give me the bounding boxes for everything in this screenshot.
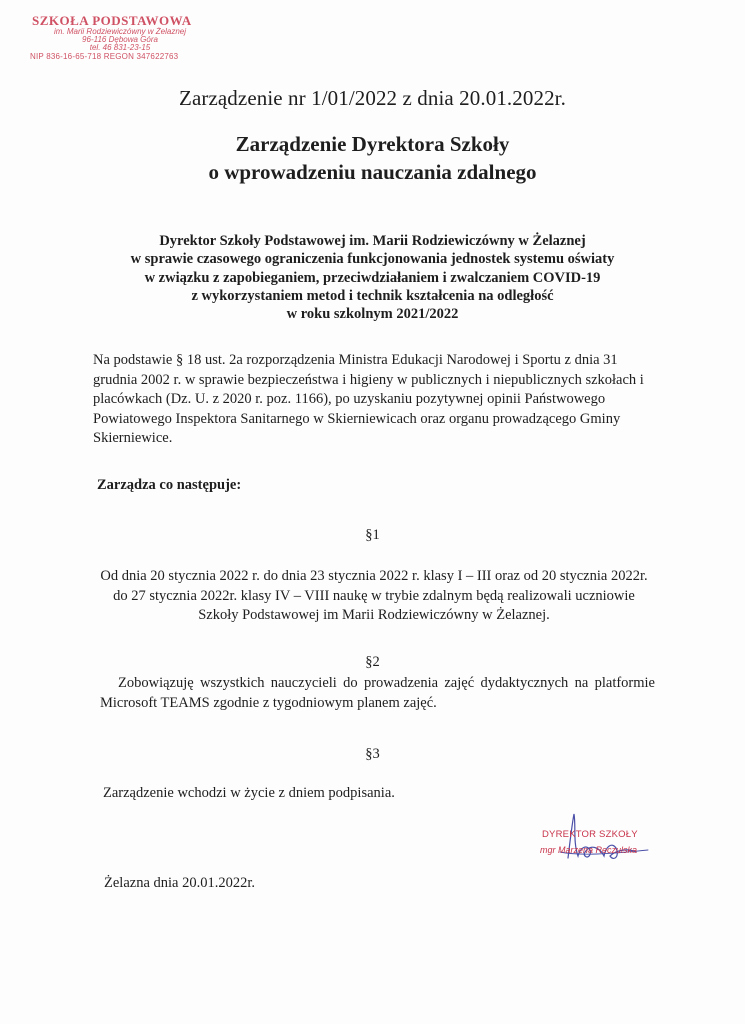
stamp-school-name: SZKOŁA PODSTAWOWA (32, 13, 192, 28)
handwritten-signature (520, 812, 670, 872)
document-subject (0, 232, 745, 323)
subject-line: z wykorzystaniem metod i technik kształcenia na odległość (191, 287, 554, 304)
orders-heading: Zarządza co następuje: (97, 477, 242, 493)
signature-name: mgr Marzena Reczulska (540, 845, 638, 855)
stamp-line-ids: NIP 836-16-65-718 REGON 347622763 (30, 51, 179, 61)
legal-basis-paragraph: Na podstawie § 18 ust. 2a rozporządzenia Ministra Edukacji Narodowej i Sportu z dnia 31 grudnia 2002 r. w sprawie bezpieczeństwa i higieny w publicznych i niepublicznych szkołach i placówkach (Dz. U. z 2020 r. poz. 1166), po uzyskaniu pozytywnej opinii Państwowego Powiatowego Inspektora Sanitarnego w Skierniewicach oraz organu prowadzącego Gminy Skierniewice. (93, 352, 644, 447)
section-3-number: §3 (365, 746, 380, 762)
section-3-text: Zarządzenie wchodzi w życie z dniem podpisania. (103, 785, 395, 801)
stamp-line-address: 96-116 Dębowa Góra (82, 35, 158, 45)
subject-line: w roku szkolnym 2021/2022 (286, 306, 459, 323)
document-title-line-1: Zarządzenie Dyrektora Szkoły (235, 132, 510, 156)
document-title (0, 130, 745, 186)
stamp-line-patron: im. Marii Rodziewiczówny w Żelaznej (53, 26, 187, 36)
place-and-date: Żelazna dnia 20.01.2022r. (104, 875, 255, 891)
document-reference: Zarządzenie nr 1/01/2022 z dnia 20.01.2022r. (179, 86, 566, 110)
section-2-number: §2 (365, 654, 380, 670)
director-signature-stamp (520, 812, 670, 872)
subject-line: w związku z zapobieganiem, przeciwdziałaniem i zwalczaniem COVID-19 (144, 269, 601, 286)
subject-line: w sprawie czasowego ograniczenia funkcjonowania jednostek systemu oświaty (130, 251, 615, 268)
signature-title: DYREKTOR SZKOŁY (542, 829, 638, 840)
school-stamp (30, 14, 210, 61)
section-1-text: Od dnia 20 stycznia 2022 r. do dnia 23 stycznia 2022 r. klasy I – III oraz od 20 stycznia 2022r. do 27 stycznia 2022r. klasy IV – VIII naukę w trybie zdalnym będą realizowali uczniowie Szkoły Podstawowej im Marii Rodziewiczówny w Żelaznej. (100, 568, 648, 623)
section-1-number: §1 (365, 527, 380, 543)
section-2-text: Zobowiązuję wszystkich nauczycieli do prowadzenia zajęć dydaktycznych na platformie Microsoft TEAMS zgodnie z tygodniowym planem zajęć. (100, 675, 655, 711)
stamp-line-phone: tel. 46 831-23-15 (89, 43, 151, 53)
document-title-line-2: o wprowadzeniu nauczania zdalnego (208, 160, 537, 184)
subject-line: Dyrektor Szkoły Podstawowej im. Marii Rodziewiczówny w Żelaznej (159, 233, 586, 249)
